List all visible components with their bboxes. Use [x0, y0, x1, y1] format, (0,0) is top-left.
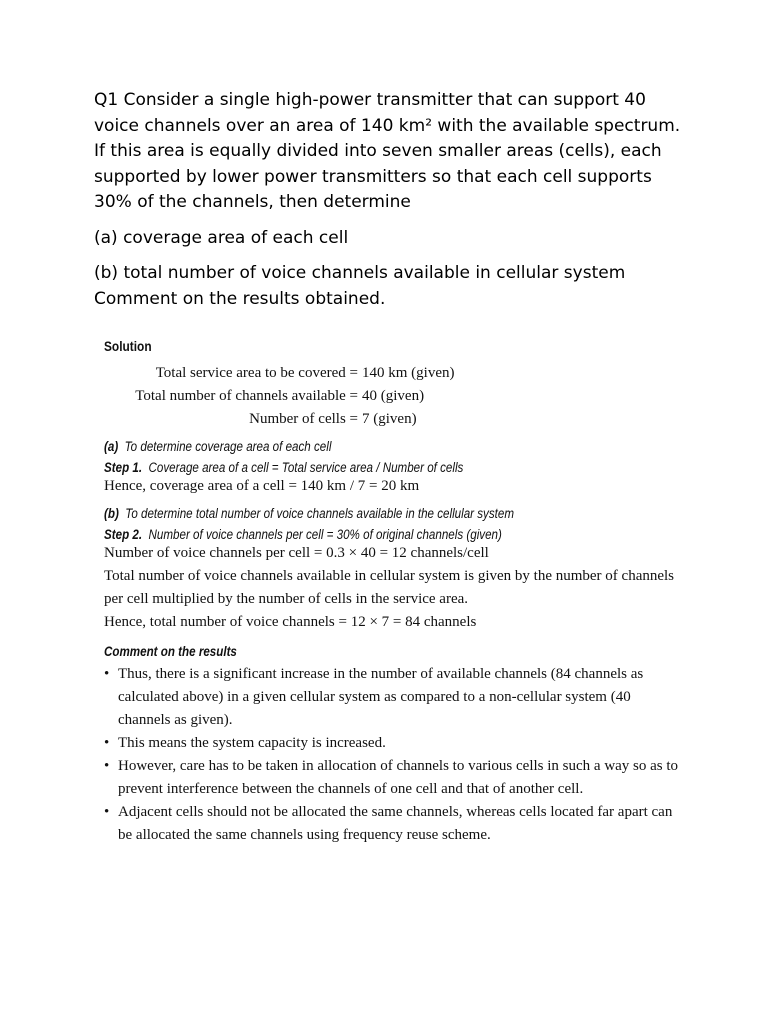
given-row	[108, 408, 684, 431]
step1-line	[104, 460, 603, 475]
comments-heading: Comment on the results	[104, 644, 237, 659]
part-a-label: (a)	[104, 439, 119, 454]
question-part-b: (b) total number of voice channels available in cellular system	[94, 263, 626, 283]
given-label: Number of cells =	[249, 411, 358, 427]
comments-list	[104, 663, 684, 847]
question-block	[94, 88, 694, 312]
given-row	[108, 385, 684, 408]
step1-result: Hence, coverage area of a cell = 140 km / 7 = 20 km	[104, 478, 420, 494]
step2-explanation: Total number of voice channels available in cellular system is given by the number of channels per cell multiplied by the number of cells in the service area.	[104, 568, 675, 607]
step1-label: Step 1.	[104, 460, 143, 475]
step2-label: Step 2.	[104, 527, 143, 542]
question-part-a: (a) coverage area of each cell	[94, 227, 349, 248]
part-b-heading	[104, 506, 603, 521]
given-row	[108, 362, 684, 385]
solution-block	[104, 338, 684, 847]
step2-calc: Number of voice channels per cell = 0.3 × 40 = 12 channels/cell	[104, 545, 489, 561]
given-value: 140 km (given)	[362, 365, 455, 381]
part-b-heading-text: To determine total number of voice channels available in the cellular system	[125, 506, 515, 521]
comment-item: • Thus, there is a significant increase in the number of available channels (84 channels as calculated above) in a given cellular system as compared to a non-cellular system (40 channels as given).	[104, 663, 684, 732]
question-text: Q1 Consider a single high-power transmitter that can support 40 voice channels over an area of 140 km² with the available spectrum. If this area is equally divided into seven smaller areas (cells), each supported by lower power transmitters so that each cell supports 30% of the channels, then determine	[94, 90, 681, 212]
part-a-heading-text: To determine coverage area of each cell	[124, 439, 332, 454]
given-values	[108, 362, 684, 431]
comment-item: • This means the system capacity is increased.	[104, 732, 684, 755]
question-comment: Comment on the results obtained.	[94, 288, 386, 309]
part-a-heading	[104, 439, 603, 454]
part-b-label: (b)	[104, 506, 119, 521]
given-value: 40 (given)	[362, 388, 425, 404]
step2-result: Hence, total number of voice channels = 12 × 7 = 84 channels	[104, 614, 477, 630]
step2-line	[104, 527, 603, 542]
given-label: Total service area to be covered =	[155, 365, 358, 381]
given-value: 7 (given)	[362, 411, 417, 427]
comment-item: • However, care has to be taken in allocation of channels to various cells in such a way so as to prevent interference between the channels of one cell and that of another cell.	[104, 755, 684, 801]
given-label: Total number of channels available =	[135, 388, 358, 404]
comment-item: • Adjacent cells should not be allocated the same channels, whereas cells located far apart can be allocated the same channels using frequency reuse scheme.	[104, 801, 684, 847]
step1-text: Coverage area of a cell = Total service area / Number of cells	[148, 460, 464, 475]
step2-text: Number of voice channels per cell = 30% of original channels (given)	[148, 527, 502, 542]
solution-heading: Solution	[104, 338, 152, 354]
